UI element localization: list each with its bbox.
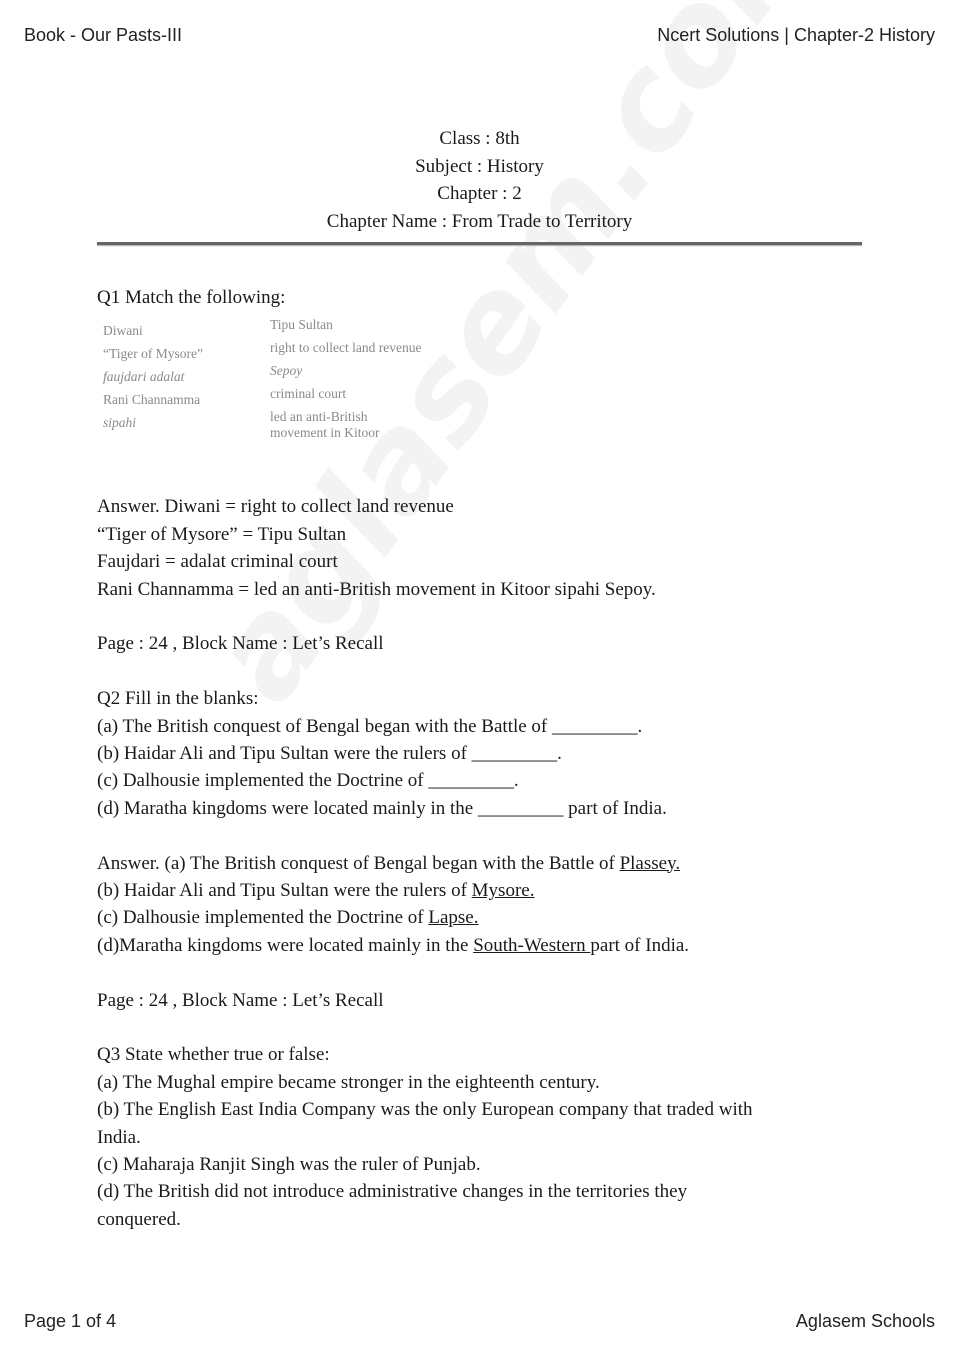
q1-answer-line: Faujdari = adalat criminal court bbox=[97, 551, 338, 573]
document-body bbox=[97, 284, 867, 1233]
q1-answer-line: “Tiger of Mysore” = Tipu Sultan bbox=[97, 523, 347, 545]
match-table-image bbox=[97, 313, 477, 473]
title-block bbox=[0, 125, 959, 235]
q3-line: India. bbox=[97, 1126, 141, 1148]
q2-question: Q2 Fill in the blanks: bbox=[97, 688, 259, 710]
q1-answer-line: Rani Channamma = led an anti-British movement in Kitoor sipahi Sepoy. bbox=[97, 578, 656, 600]
match-left: Diwani bbox=[103, 323, 143, 339]
match-right: right to collect land revenue bbox=[270, 340, 422, 356]
match-right: Sepoy bbox=[270, 363, 303, 379]
q3-line: conquered. bbox=[97, 1208, 181, 1230]
match-right: criminal court bbox=[270, 386, 347, 402]
subject-label: Subject : History bbox=[415, 155, 544, 177]
match-left: Rani Channamma bbox=[103, 392, 201, 408]
chapter-name-label: Chapter Name : From Trade to Territory bbox=[326, 210, 633, 232]
match-right: led an anti-British movement in Kitoor bbox=[270, 409, 380, 441]
q2-answer-line: Answer. (a) The British conquest of Bengal began with the Battle of Plassey. bbox=[97, 852, 681, 874]
q3-line: (d) The British did not introduce administrative changes in the territories they bbox=[97, 1181, 688, 1203]
chapter-label: Chapter : 2 bbox=[437, 183, 522, 204]
match-left: faujdari adalat bbox=[103, 369, 185, 385]
answer-underlined: Lapse. bbox=[428, 907, 479, 929]
q2-item: (a) The British conquest of Bengal began with the Battle of _________. bbox=[97, 715, 643, 737]
q2-answer-line: (b) Haidar Ali and Tipu Sultan were the rulers of Mysore. bbox=[97, 880, 535, 902]
answer-underlined: Mysore. bbox=[471, 880, 535, 902]
q1-page-ref: Page : 24 , Block Name : Let’s Recall bbox=[97, 633, 384, 655]
match-right: Tipu Sultan bbox=[270, 317, 333, 333]
q2-page-ref: Page : 24 , Block Name : Let’s Recall bbox=[97, 989, 384, 1011]
footer-page-number: Page 1 of 4 bbox=[24, 1311, 117, 1331]
q3-line: (a) The Mughal empire became stronger in the eighteenth century. bbox=[97, 1071, 600, 1093]
q1-question: Q1 Match the following: bbox=[97, 287, 286, 308]
q2-answer-line: (d)Maratha kingdoms were located mainly in the South-Western part of India. bbox=[97, 934, 690, 956]
q2-item: (c) Dalhousie implemented the Doctrine of _________. bbox=[97, 770, 519, 792]
header-book-title: Book - Our Pasts-III bbox=[24, 25, 183, 45]
q3-question: Q3 State whether true or false: bbox=[97, 1044, 330, 1066]
q3-line: (c) Maharaja Ranjit Singh was the ruler of Punjab. bbox=[97, 1154, 481, 1176]
match-left: sipahi bbox=[103, 415, 137, 431]
header-chapter-info: Ncert Solutions | Chapter-2 History bbox=[657, 25, 935, 45]
q2-answer-line: (c) Dalhousie implemented the Doctrine of Lapse. bbox=[97, 907, 479, 929]
q2-item: (d) Maratha kingdoms were located mainly in the _________ part of India. bbox=[97, 797, 667, 819]
q2-item: (b) Haidar Ali and Tipu Sultan were the rulers of _________. bbox=[97, 743, 562, 765]
title-divider bbox=[97, 242, 862, 245]
q3-line: (b) The English East India Company was the only European company that traded with bbox=[97, 1099, 753, 1121]
footer-publisher: Aglasem Schools bbox=[795, 1311, 935, 1331]
match-left: “Tiger of Mysore” bbox=[103, 346, 203, 362]
answer-underlined: South-Western bbox=[473, 934, 591, 956]
class-label: Class : 8th bbox=[439, 128, 520, 149]
answer-underlined: Plassey. bbox=[619, 852, 681, 874]
q1-answer-line: Answer. Diwani = right to collect land revenue bbox=[97, 496, 454, 518]
